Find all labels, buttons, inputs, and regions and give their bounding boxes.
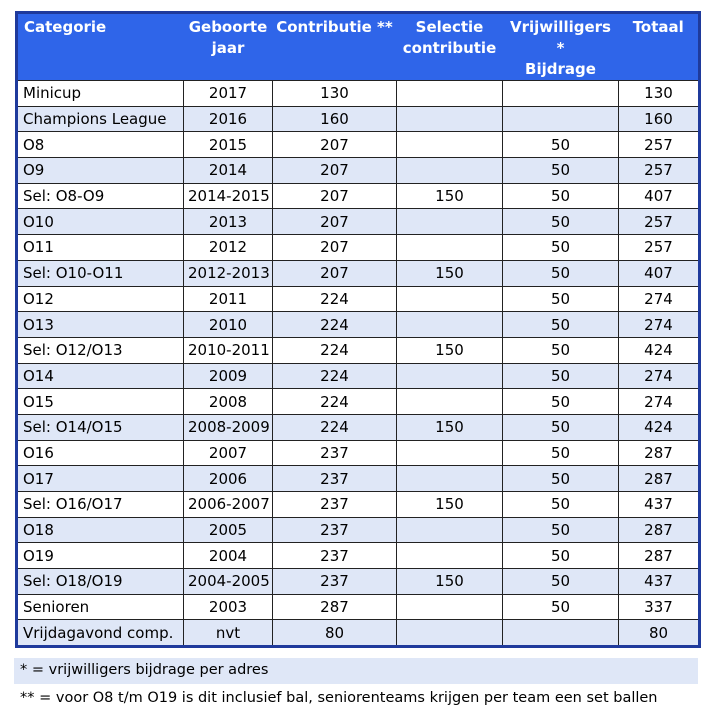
- cell-totaal: 257: [619, 132, 700, 158]
- header-selectie-contributie: Selectie contributie: [397, 13, 503, 81]
- table-row: [17, 569, 700, 595]
- cell-totaal: 130: [619, 81, 700, 107]
- cell-categorie: O8: [17, 132, 184, 158]
- cell-vrijwilligers: 50: [503, 569, 619, 595]
- cell-totaal: 407: [619, 260, 700, 286]
- cell-selectie: [397, 132, 503, 158]
- cell-contributie: 130: [273, 81, 397, 107]
- header-categorie: Categorie: [17, 13, 184, 81]
- cell-totaal: 287: [619, 543, 700, 569]
- cell-geboortejaar: nvt: [184, 620, 273, 647]
- table-row: [17, 183, 700, 209]
- cell-totaal: 274: [619, 389, 700, 415]
- cell-selectie: [397, 312, 503, 338]
- cell-geboortejaar: 2010-2011: [184, 337, 273, 363]
- footnote-vrijwilligers: * = vrijwilligers bijdrage per adres: [14, 658, 698, 684]
- cell-totaal: 424: [619, 414, 700, 440]
- cell-vrijwilligers: 50: [503, 466, 619, 492]
- cell-contributie: 207: [273, 132, 397, 158]
- cell-contributie: 224: [273, 389, 397, 415]
- contribution-table: [15, 11, 701, 648]
- table-row: [17, 440, 700, 466]
- cell-totaal: 257: [619, 235, 700, 261]
- cell-selectie: [397, 594, 503, 620]
- cell-totaal: 407: [619, 183, 700, 209]
- cell-vrijwilligers: 50: [503, 337, 619, 363]
- cell-geboortejaar: 2006-2007: [184, 492, 273, 518]
- cell-vrijwilligers: 50: [503, 594, 619, 620]
- cell-contributie: 224: [273, 414, 397, 440]
- cell-vrijwilligers: 50: [503, 389, 619, 415]
- cell-categorie: O9: [17, 158, 184, 184]
- cell-selectie: [397, 543, 503, 569]
- cell-totaal: 437: [619, 569, 700, 595]
- cell-categorie: O19: [17, 543, 184, 569]
- cell-geboortejaar: 2017: [184, 81, 273, 107]
- cell-selectie: [397, 517, 503, 543]
- cell-totaal: 274: [619, 286, 700, 312]
- table-row: [17, 158, 700, 184]
- cell-categorie: O11: [17, 235, 184, 261]
- table-row: [17, 466, 700, 492]
- cell-selectie: [397, 363, 503, 389]
- cell-geboortejaar: 2014-2015: [184, 183, 273, 209]
- table-row: [17, 209, 700, 235]
- cell-vrijwilligers: 50: [503, 543, 619, 569]
- cell-totaal: 424: [619, 337, 700, 363]
- cell-geboortejaar: 2013: [184, 209, 273, 235]
- cell-vrijwilligers: 50: [503, 414, 619, 440]
- table-row: [17, 260, 700, 286]
- cell-vrijwilligers: 50: [503, 440, 619, 466]
- table-row: [17, 363, 700, 389]
- cell-selectie: [397, 440, 503, 466]
- cell-categorie: Sel: O12/O13: [17, 337, 184, 363]
- header-totaal: Totaal: [619, 13, 700, 81]
- cell-contributie: 237: [273, 440, 397, 466]
- cell-vrijwilligers: 50: [503, 260, 619, 286]
- cell-totaal: 287: [619, 517, 700, 543]
- cell-contributie: 237: [273, 543, 397, 569]
- cell-selectie: [397, 106, 503, 132]
- cell-categorie: Sel: O8-O9: [17, 183, 184, 209]
- table-row: [17, 620, 700, 647]
- cell-vrijwilligers: [503, 620, 619, 647]
- cell-categorie: O10: [17, 209, 184, 235]
- table-row: [17, 492, 700, 518]
- cell-selectie: [397, 620, 503, 647]
- cell-vrijwilligers: 50: [503, 183, 619, 209]
- cell-totaal: 287: [619, 440, 700, 466]
- cell-vrijwilligers: 50: [503, 209, 619, 235]
- cell-categorie: O15: [17, 389, 184, 415]
- cell-contributie: 224: [273, 286, 397, 312]
- cell-geboortejaar: 2012: [184, 235, 273, 261]
- cell-categorie: Champions League: [17, 106, 184, 132]
- table-row: [17, 414, 700, 440]
- cell-vrijwilligers: 50: [503, 158, 619, 184]
- cell-selectie: 150: [397, 260, 503, 286]
- cell-geboortejaar: 2016: [184, 106, 273, 132]
- table-row: [17, 286, 700, 312]
- cell-vrijwilligers: 50: [503, 132, 619, 158]
- cell-totaal: 160: [619, 106, 700, 132]
- table-row: [17, 337, 700, 363]
- cell-categorie: O16: [17, 440, 184, 466]
- header-contributie: Contributie **: [273, 13, 397, 81]
- table-row: [17, 594, 700, 620]
- cell-selectie: [397, 81, 503, 107]
- table-row: [17, 312, 700, 338]
- cell-contributie: 237: [273, 492, 397, 518]
- cell-contributie: 237: [273, 466, 397, 492]
- cell-contributie: 80: [273, 620, 397, 647]
- cell-selectie: 150: [397, 337, 503, 363]
- table-row: [17, 106, 700, 132]
- cell-geboortejaar: 2003: [184, 594, 273, 620]
- cell-categorie: Sel: O10-O11: [17, 260, 184, 286]
- header-row: [17, 13, 700, 81]
- cell-categorie: O12: [17, 286, 184, 312]
- cell-vrijwilligers: [503, 81, 619, 107]
- cell-vrijwilligers: 50: [503, 312, 619, 338]
- cell-categorie: Sel: O14/O15: [17, 414, 184, 440]
- cell-selectie: [397, 158, 503, 184]
- cell-contributie: 224: [273, 312, 397, 338]
- cell-vrijwilligers: 50: [503, 517, 619, 543]
- cell-categorie: Sel: O16/O17: [17, 492, 184, 518]
- cell-contributie: 237: [273, 569, 397, 595]
- cell-geboortejaar: 2009: [184, 363, 273, 389]
- cell-geboortejaar: 2008-2009: [184, 414, 273, 440]
- cell-contributie: 207: [273, 209, 397, 235]
- table-row: [17, 235, 700, 261]
- cell-contributie: 287: [273, 594, 397, 620]
- cell-totaal: 274: [619, 363, 700, 389]
- cell-geboortejaar: 2015: [184, 132, 273, 158]
- table-row: [17, 81, 700, 107]
- cell-vrijwilligers: [503, 106, 619, 132]
- cell-vrijwilligers: 50: [503, 235, 619, 261]
- cell-contributie: 207: [273, 235, 397, 261]
- cell-geboortejaar: 2004-2005: [184, 569, 273, 595]
- cell-selectie: 150: [397, 414, 503, 440]
- cell-totaal: 80: [619, 620, 700, 647]
- cell-selectie: [397, 209, 503, 235]
- table-body: [17, 81, 700, 647]
- cell-contributie: 224: [273, 337, 397, 363]
- cell-geboortejaar: 2010: [184, 312, 273, 338]
- cell-geboortejaar: 2008: [184, 389, 273, 415]
- cell-contributie: 207: [273, 183, 397, 209]
- cell-geboortejaar: 2007: [184, 440, 273, 466]
- cell-vrijwilligers: 50: [503, 492, 619, 518]
- cell-geboortejaar: 2011: [184, 286, 273, 312]
- cell-totaal: 274: [619, 312, 700, 338]
- cell-totaal: 337: [619, 594, 700, 620]
- cell-vrijwilligers: 50: [503, 286, 619, 312]
- cell-geboortejaar: 2012-2013: [184, 260, 273, 286]
- cell-totaal: 437: [619, 492, 700, 518]
- cell-totaal: 257: [619, 158, 700, 184]
- cell-selectie: 150: [397, 183, 503, 209]
- cell-selectie: [397, 389, 503, 415]
- table-row: [17, 389, 700, 415]
- cell-totaal: 287: [619, 466, 700, 492]
- cell-contributie: 207: [273, 260, 397, 286]
- footnote-contributie: ** = voor O8 t/m O19 is dit inclusief bal, seniorenteams krijgen per team een set ballen: [20, 690, 658, 706]
- cell-categorie: O13: [17, 312, 184, 338]
- cell-geboortejaar: 2005: [184, 517, 273, 543]
- cell-vrijwilligers: 50: [503, 363, 619, 389]
- cell-contributie: 224: [273, 363, 397, 389]
- cell-categorie: Sel: O18/O19: [17, 569, 184, 595]
- cell-categorie: Senioren: [17, 594, 184, 620]
- cell-selectie: [397, 286, 503, 312]
- cell-geboortejaar: 2014: [184, 158, 273, 184]
- cell-selectie: 150: [397, 569, 503, 595]
- cell-categorie: Minicup: [17, 81, 184, 107]
- cell-totaal: 257: [619, 209, 700, 235]
- cell-categorie: O14: [17, 363, 184, 389]
- cell-selectie: [397, 466, 503, 492]
- cell-selectie: 150: [397, 492, 503, 518]
- cell-selectie: [397, 235, 503, 261]
- cell-geboortejaar: 2006: [184, 466, 273, 492]
- cell-geboortejaar: 2004: [184, 543, 273, 569]
- table-row: [17, 517, 700, 543]
- table-header: [17, 13, 700, 81]
- table-row: [17, 543, 700, 569]
- cell-contributie: 237: [273, 517, 397, 543]
- cell-contributie: 207: [273, 158, 397, 184]
- cell-categorie: Vrijdagavond comp.: [17, 620, 184, 647]
- cell-categorie: O18: [17, 517, 184, 543]
- cell-contributie: 160: [273, 106, 397, 132]
- cell-categorie: O17: [17, 466, 184, 492]
- header-geboortejaar: Geboorte jaar: [184, 13, 273, 81]
- table-row: [17, 132, 700, 158]
- header-vrijwilligers-bijdrage: Vrijwilligers * Bijdrage: [503, 13, 619, 81]
